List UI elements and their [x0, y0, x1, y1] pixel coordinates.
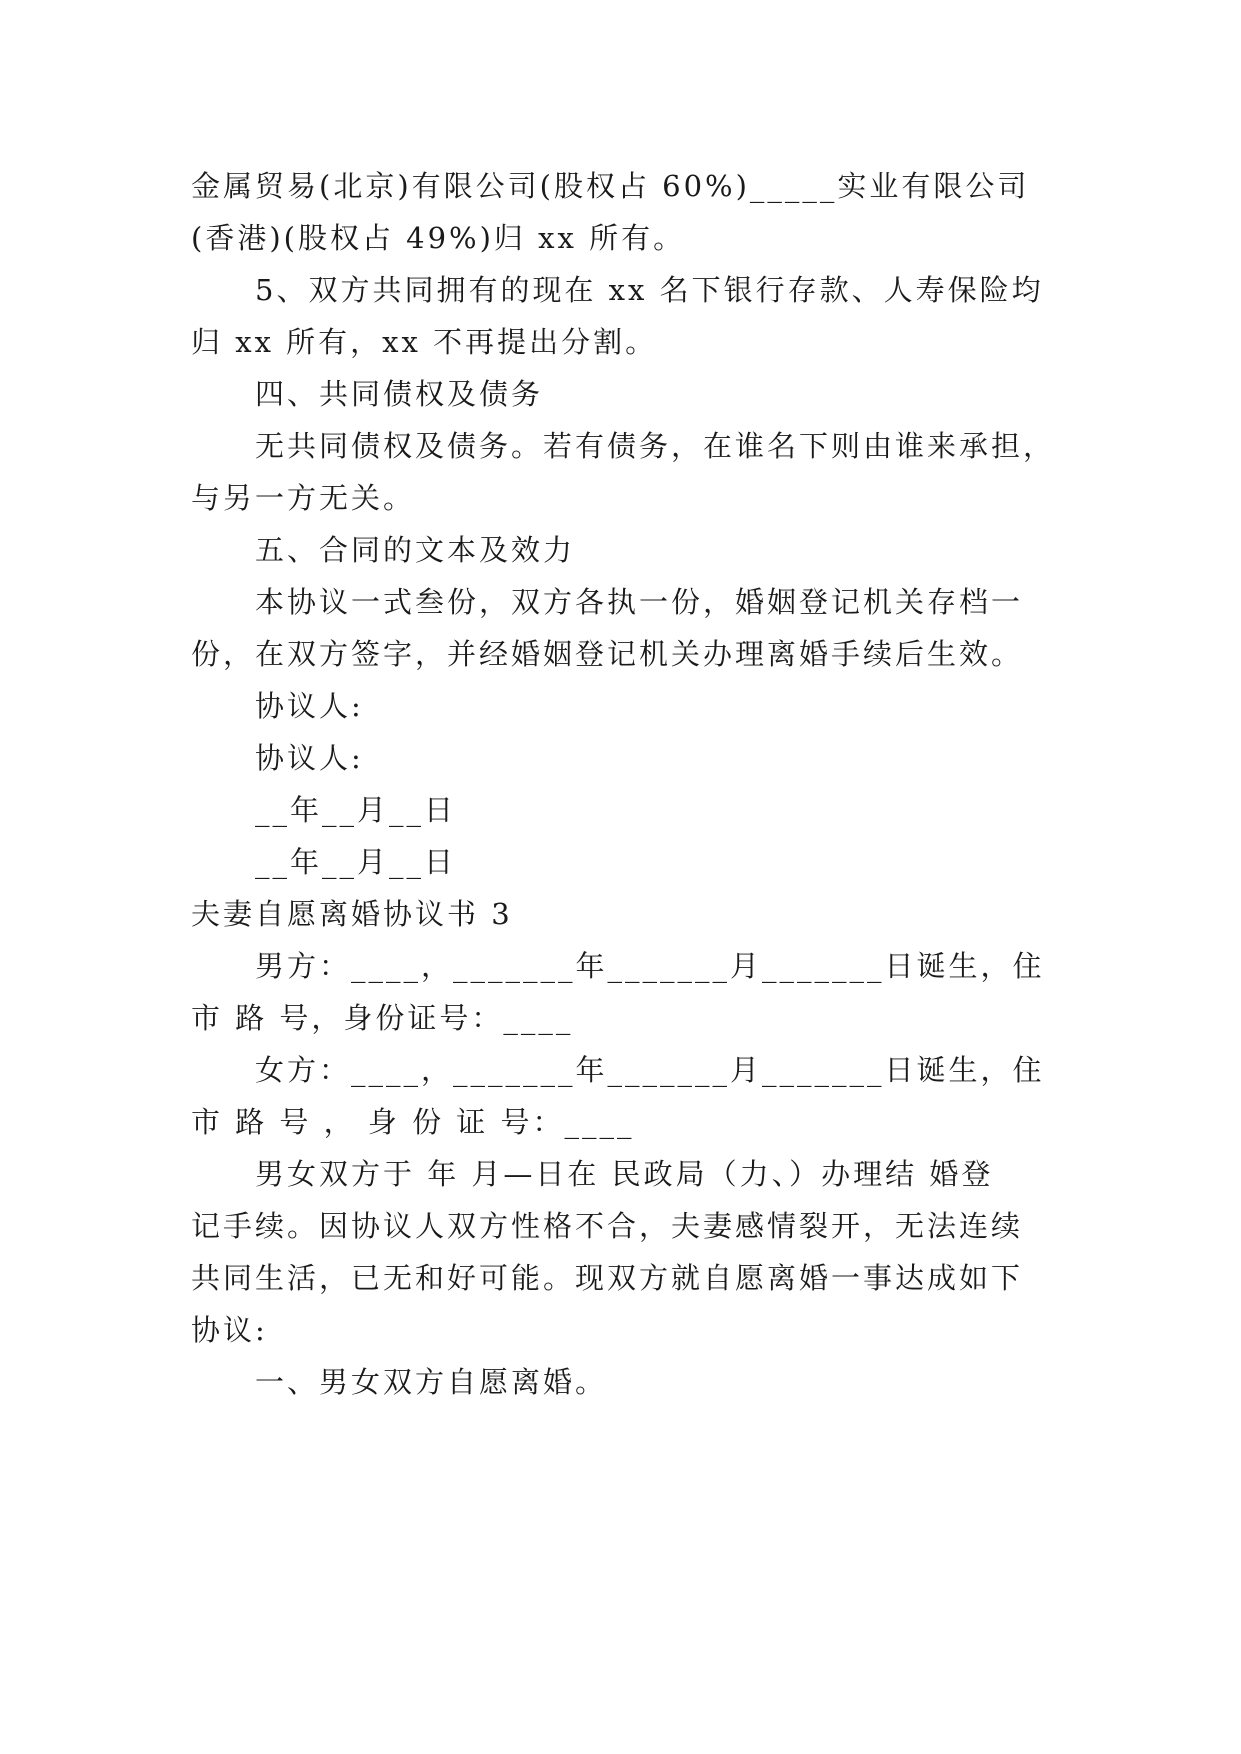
- text-line-debts: 无共同债权及债务。若有债务，在谁名下则由谁来承担，: [255, 429, 1056, 463]
- text-line-debts-cont: 与另一方无关。: [191, 481, 416, 515]
- text-line-copies-cont: 份，在双方签字，并经婚姻登记机关办理离婚手续后生效。: [191, 637, 1024, 671]
- text-line-clause-1: 一、男女双方自愿离婚。: [255, 1365, 608, 1399]
- text-line-marriage-registration: 男女双方于 年 月—日在 民政局（力、）办理结 婚登: [255, 1157, 994, 1191]
- signatory-label-2: 协议人:: [255, 741, 364, 775]
- text-line-agreement-label: 协议:: [191, 1313, 268, 1347]
- text-line-agreement-intro: 共同生活，已无和好可能。现双方就自愿离婚一事达成如下: [191, 1261, 1024, 1295]
- text-line-female-party: 女方：____，_______年_______月_______日诞生，住: [255, 1053, 1045, 1087]
- text-line-copies: 本协议一式叁份，双方各执一份，婚姻登记机关存档一: [255, 585, 1024, 619]
- text-line-clause-5-cont: 归 xx 所有，xx 不再提出分割。: [191, 325, 658, 359]
- date-line-2: __年__月__日: [255, 845, 457, 879]
- date-line-1: __年__月__日: [255, 793, 457, 827]
- text-line-hongkong-equity: (香港)(股权占 49%)归 xx 所有。: [191, 221, 686, 255]
- section-heading-contract: 五、合同的文本及效力: [255, 533, 576, 567]
- text-line-female-address: 市 路 号 ， 身 份 证 号：____: [191, 1105, 635, 1139]
- text-line-male-address: 市 路 号，身份证号：____: [191, 1001, 574, 1035]
- text-line-registration-cont: 记手续。因协议人双方性格不合，夫妻感情裂开，无法连续: [191, 1209, 1024, 1243]
- signatory-label-1: 协议人:: [255, 689, 364, 723]
- text-line-male-party: 男方：____，_______年_______月_______日诞生，住: [255, 949, 1045, 983]
- document-title-3: 夫妻自愿离婚协议书 3: [191, 897, 513, 931]
- text-line-clause-5: 5、双方共同拥有的现在 xx 名下银行存款、人寿保险均: [255, 273, 1044, 307]
- text-line-company-equity: 金属贸易(北京)有限公司(股权占 60%)_____实业有限公司: [191, 169, 1030, 203]
- section-heading-debts: 四、共同债权及债务: [255, 377, 544, 411]
